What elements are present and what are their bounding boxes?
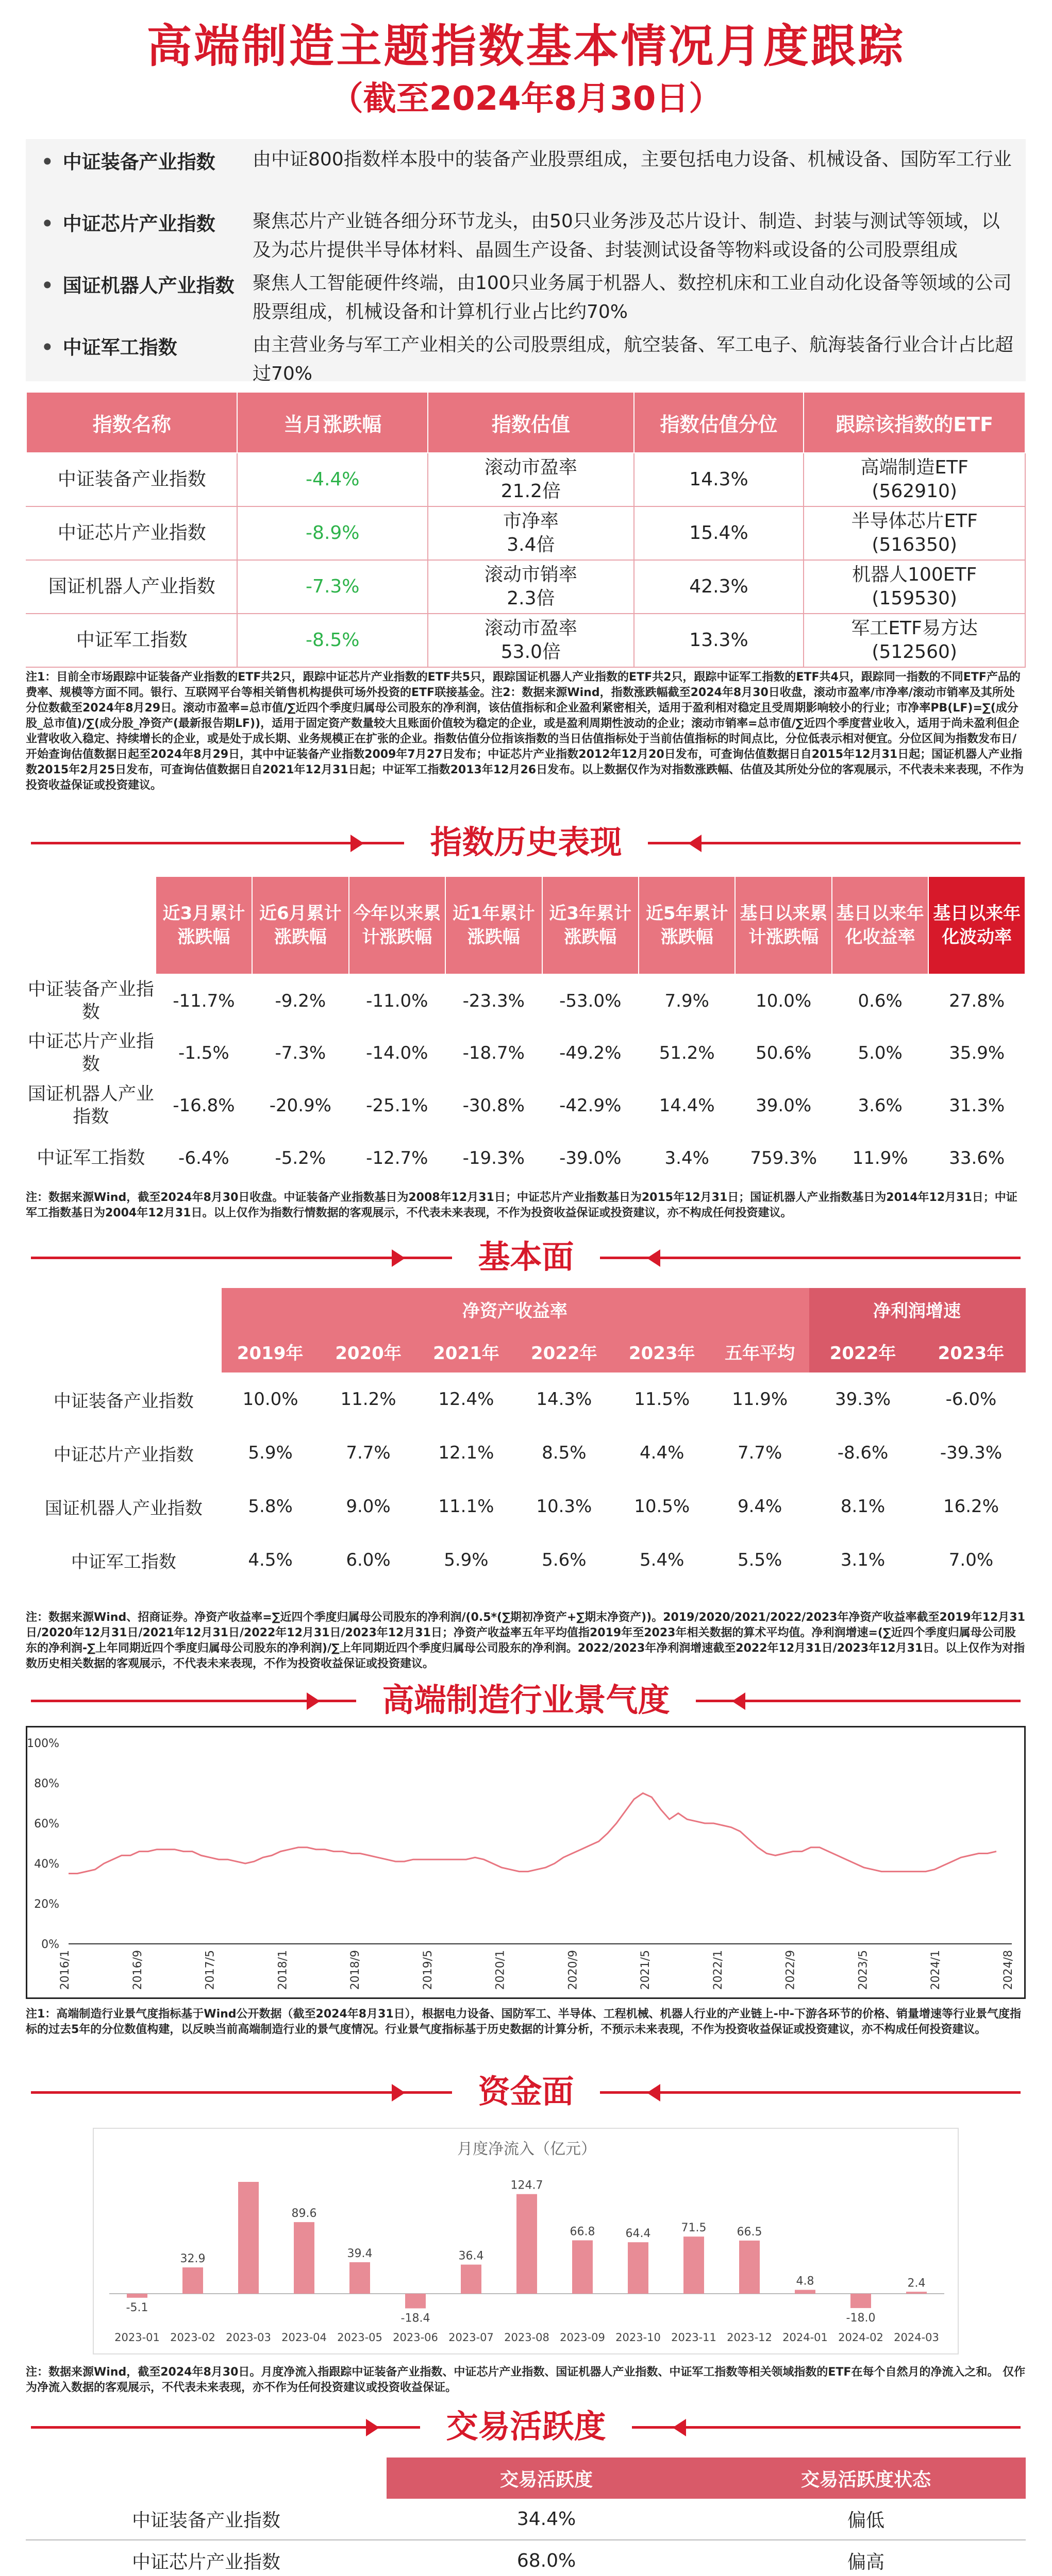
x-tick-label: 2024/8 — [1002, 1950, 1015, 1990]
triangle-right-icon — [392, 1249, 405, 1267]
x-tick-label: 2023-08 — [504, 2331, 549, 2344]
table-row — [26, 1480, 1025, 1533]
flow-bar — [850, 2294, 871, 2308]
monthly-change: -7.3% — [237, 560, 428, 614]
table-header-row — [26, 2458, 1026, 2499]
etf-code: (159530) — [872, 588, 957, 609]
intro-desc: 由中证800指数样本股中的装备产业股票组成，主要包括电力设备、机械设备、国防军工行业 — [253, 149, 1012, 170]
index-name: 中证装备产业指数 — [26, 453, 237, 506]
flow-bar — [405, 2294, 426, 2309]
table-cell: 12.1% — [438, 1443, 494, 1463]
table-cell: -39.3% — [940, 1443, 1003, 1463]
column-header: 2023年 — [613, 1330, 711, 1372]
bar-value-label: 89.6 — [291, 2207, 317, 2221]
table-cell: 9.0% — [346, 1496, 391, 1517]
table-cell: 4.5% — [248, 1550, 293, 1570]
etf-name: 半导体芯片ETF — [851, 511, 978, 532]
table-cell: 5.6% — [542, 1550, 587, 1570]
x-tick-label: 2023-10 — [615, 2331, 661, 2344]
table-cell: -11.0% — [366, 990, 428, 1011]
y-tick-label: 60% — [34, 1818, 59, 1831]
bar-value-label: 71.5 — [681, 2222, 707, 2235]
x-tick-label: 2023-09 — [560, 2331, 605, 2344]
table-cell: 5.4% — [640, 1550, 684, 1570]
prosperity-series-line — [69, 1793, 996, 1874]
section-title: 资金面 — [452, 2069, 599, 2115]
activity-table — [26, 2458, 1026, 2576]
table-cell: -39.0% — [559, 1148, 622, 1168]
y-tick-label: 100% — [27, 1737, 59, 1750]
table-cell: 3.1% — [840, 1550, 886, 1570]
x-tick-label: 2023-04 — [281, 2331, 327, 2344]
table-cell: 39.3% — [835, 1389, 891, 1410]
valuation-value: 53.0倍 — [500, 641, 561, 663]
table-header-row — [26, 876, 1025, 974]
y-tick-label: 0% — [41, 1938, 59, 1951]
table-header-row — [26, 1288, 1025, 1330]
flows-bar-chart — [94, 2129, 958, 2353]
history-footnote: 注：数据来源Wind，截至2024年8月30日收盘。中证装备产业指数基日为2008年12月31日；中证芯片产业指数基日为2015年12月31日；国证机器人产业指数基日为2014年12月31日；中证军工指数基日为2004年12月31日。以上仅作为指数行情数据的客观展示，不代表未来表现，不作为投资收益保证或投资建议，亦不构成任何投资建议。 — [26, 1191, 1017, 1219]
x-tick-label: 2023-01 — [114, 2331, 160, 2344]
table-cell: 12.4% — [438, 1389, 494, 1410]
x-tick-label: 2018/1 — [276, 1950, 290, 1990]
prosperity-chart — [26, 1726, 1026, 1999]
table-cell: 14.4% — [659, 1095, 715, 1116]
table-row — [26, 614, 1025, 667]
activity-value: 34.4% — [387, 2499, 706, 2540]
flow-bar — [516, 2194, 537, 2294]
table-cell: -18.7% — [462, 1043, 525, 1063]
intro-desc: 由主营业务与军工产业相关的公司股票组成，航空装备、军工电子、航海装备行业合计占比超过70% — [253, 334, 1014, 384]
table-cell: 3.6% — [858, 1095, 903, 1116]
page-subtitle: （截至2024年8月30日） — [330, 80, 722, 118]
bar-value-label: 39.4 — [347, 2247, 373, 2260]
table-cell: -12.7% — [366, 1148, 428, 1168]
intro-desc: 聚焦芯片产业链各细分环节龙头，由50只业务涉及芯片设计、制造、封装与测试等领域，以及为芯片提供半导体材料、晶圆生产设备、封装测试设备等物料或设备的公司股票组成 — [253, 211, 1000, 261]
column-header: 五年平均 — [711, 1330, 809, 1372]
table-cell: 39.0% — [756, 1095, 812, 1116]
index-name: 中证芯片产业指数 — [26, 506, 237, 560]
table-row — [26, 1426, 1025, 1480]
flow-bar — [294, 2222, 314, 2294]
table-cell: 11.9% — [852, 1148, 908, 1168]
triangle-left-icon — [688, 835, 702, 852]
table-cell: 5.9% — [444, 1550, 489, 1570]
table-row — [26, 506, 1025, 560]
triangle-left-icon — [647, 2084, 660, 2102]
column-header: 2020年 — [320, 1330, 418, 1372]
table-cell: -6.0% — [945, 1389, 997, 1410]
column-header: 2019年 — [222, 1330, 320, 1372]
table-cell: -53.0% — [559, 990, 622, 1011]
table-cell: 10.5% — [634, 1496, 690, 1517]
activity-status: 偏高 — [706, 2540, 1026, 2576]
bar-value-label: 32.9 — [180, 2252, 206, 2266]
valuation-value: 21.2倍 — [500, 481, 561, 502]
column-header: 基日以来年化波动率 — [928, 876, 1025, 974]
table-header-row — [26, 392, 1025, 453]
table-cell: 4.4% — [640, 1443, 684, 1463]
x-tick-label: 2024/1 — [929, 1950, 943, 1990]
flow-bar — [572, 2240, 593, 2294]
table-cell: 11.2% — [340, 1389, 396, 1410]
section-title: 交易活跃度 — [420, 2403, 631, 2450]
table-cell: 7.7% — [737, 1443, 782, 1463]
table-cell: 0.6% — [858, 990, 903, 1011]
table-row — [26, 453, 1025, 506]
fundamentals-footnote: 注：数据来源Wind、招商证券。净资产收益率=∑近四个季度归属母公司股东的净利润/(0.5*(∑期初净资产+∑期末净资产))。2019/2020/2021/2022/2023年净资产收益率截至2019年12月31日/2020年12月31日/2021年12月31日/2022年12月31日/2023年12月31日；净资产收益率五年平均值指2019年至2023年相关数据的算术平均值。净利润增速=(∑近四个季度归属母公司股东的净利润-∑上年同期近四个季度归属母公司股东的净利润)/∑上年同期近四个季度归属母公司股东的净利润。2022/2023年净利润增速截至2022年12月31日/2023年12月31日。以上仅作为对指数历史相关数据的客观展示，不代表未来表现，不作为投资收益保证或投资建议。 — [26, 1611, 1025, 1670]
table-cell: -8.6% — [837, 1443, 889, 1463]
flow-bar — [739, 2241, 760, 2294]
table-cell: 3.4% — [664, 1148, 709, 1168]
triangle-left-icon — [673, 2419, 686, 2436]
x-tick-label: 2022/9 — [784, 1950, 797, 1990]
valuation-percentile: 14.3% — [634, 453, 804, 506]
x-tick-label: 2024-01 — [782, 2331, 828, 2344]
etf-code: (512560) — [872, 641, 957, 663]
table-cell: -6.4% — [178, 1148, 229, 1168]
table-row — [26, 974, 1025, 1027]
etf-name: 军工ETF易方达 — [851, 618, 978, 639]
table-cell: 35.9% — [949, 1043, 1005, 1063]
table-cell: 11.1% — [438, 1496, 494, 1517]
column-header: 2022年 — [515, 1330, 613, 1372]
intro-name: 国证机器人产业指数 — [62, 275, 235, 297]
column-header: 指数估值分位 — [634, 392, 804, 453]
index-name: 国证机器人产业指数 — [44, 1498, 203, 1519]
section-fundamentals — [0, 1234, 1052, 1280]
valuation-metric: 滚动市盈率 — [484, 457, 577, 478]
table-row — [26, 1132, 1025, 1184]
flow-bar — [349, 2262, 370, 2294]
table-cell: 10.3% — [536, 1496, 592, 1517]
table-row — [26, 1372, 1025, 1426]
column-header: 指数名称 — [26, 392, 237, 453]
valuation-table — [26, 392, 1026, 668]
intro-name: 中证军工指数 — [62, 336, 177, 359]
table-cell: 10.0% — [242, 1389, 298, 1410]
x-tick-label: 2016/1 — [59, 1950, 72, 1990]
flow-bar — [127, 2294, 147, 2298]
x-tick-label: 2023-05 — [337, 2331, 382, 2344]
monthly-change: -8.5% — [237, 614, 428, 667]
bar-value-label: 124.7 — [510, 2179, 543, 2192]
index-name: 中证装备产业指数 — [53, 1391, 194, 1412]
triangle-left-icon — [647, 1249, 660, 1267]
column-header: 跟踪该指数的ETF — [804, 392, 1025, 453]
valuation-percentile: 42.3% — [634, 560, 804, 614]
bar-value-label: 2.4 — [907, 2277, 926, 2290]
bar-value-label: -5.1 — [126, 2301, 148, 2314]
table-cell: 50.6% — [756, 1043, 812, 1063]
column-header: 交易活跃度状态 — [706, 2458, 1026, 2499]
x-tick-label: 2024-02 — [838, 2331, 883, 2344]
group-header-profit-growth: 净利润增速 — [809, 1288, 1025, 1330]
x-tick-label: 2024-03 — [894, 2331, 939, 2344]
table-row — [26, 560, 1025, 614]
triangle-left-icon — [732, 1692, 745, 1710]
x-tick-label: 2023/5 — [857, 1950, 870, 1990]
table-row — [26, 1079, 1025, 1132]
table-cell: -14.0% — [366, 1043, 428, 1063]
column-header: 基日以来年化收益率 — [832, 876, 928, 974]
table-cell: 11.5% — [634, 1389, 690, 1410]
column-header: 近3年累计涨跌幅 — [542, 876, 639, 974]
index-name: 中证军工指数 — [26, 614, 237, 667]
x-tick-label: 2020/1 — [494, 1950, 507, 1990]
table-cell: -16.8% — [173, 1095, 235, 1116]
index-name: 中证军工指数 — [71, 1551, 176, 1572]
x-tick-label: 2019/5 — [421, 1950, 435, 1990]
table-cell: 7.0% — [948, 1550, 994, 1570]
table-cell: -19.3% — [462, 1148, 525, 1168]
intro-desc: 聚焦人工智能硬件终端，由100只业务属于机器人、数控机床和工业自动化设备等领域的公司股票组成，机械设备和计算机行业占比约70% — [253, 273, 1012, 323]
bar-value-label: -18.0 — [846, 2311, 876, 2325]
table-cell: 5.5% — [737, 1550, 782, 1570]
table-cell: 5.0% — [858, 1043, 903, 1063]
monthly-change: -4.4% — [237, 453, 428, 506]
x-tick-label: 2023-03 — [226, 2331, 271, 2344]
table-cell: 8.5% — [542, 1443, 587, 1463]
table-cell: 759.3% — [750, 1148, 817, 1168]
x-tick-label: 2023-12 — [727, 2331, 772, 2344]
table-cell: 31.3% — [949, 1095, 1005, 1116]
table-cell: 33.6% — [949, 1148, 1005, 1168]
table-cell: -1.5% — [178, 1043, 229, 1063]
section-title: 基本面 — [452, 1234, 599, 1280]
column-header: 近5年累计涨跌幅 — [639, 876, 735, 974]
intro-name: 中证装备产业指数 — [62, 151, 215, 173]
valuation-percentile: 13.3% — [634, 614, 804, 667]
index-name: 中证芯片产业指数 — [27, 1031, 154, 1075]
table-row — [26, 1027, 1025, 1079]
index-name: 中证军工指数 — [37, 1148, 145, 1168]
table-cell: -42.9% — [559, 1095, 622, 1116]
table-cell: -7.3% — [275, 1043, 326, 1063]
x-tick-label: 2023-11 — [671, 2331, 716, 2344]
bar-value-label: 66.5 — [737, 2225, 762, 2239]
valuation-value: 3.4倍 — [507, 534, 555, 555]
table-cell: -23.3% — [462, 990, 525, 1011]
flows-footnote: 注：数据来源Wind，截至2024年8月30日。月度净流入指跟踪中证装备产业指数、中证芯片产业指数、国证机器人产业指数、中证军工指数等相关领域指数的ETF在每个自然月的净流入之和。 仅作为净流入数据的客观展示，不代表未来表现，亦不作为任何投资建议或投资收益保证。 — [26, 2366, 1026, 2394]
index-name: 中证芯片产业指数 — [53, 1444, 194, 1465]
table-cell: -11.7% — [173, 990, 235, 1011]
flow-bar — [906, 2292, 927, 2294]
page-title: 高端制造主题指数基本情况月度跟踪 — [146, 20, 906, 73]
index-name: 国证机器人产业指数 — [27, 1084, 154, 1127]
section-flows — [0, 2069, 1052, 2115]
x-tick-label: 2023-06 — [393, 2331, 438, 2344]
prosperity-footnote: 注1：高端制造行业景气度指标基于Wind公开数据（截至2024年8月31日），根据电力设备、国防军工、半导体、工程机械、机器人行业的产业链上-中-下游各环节的价格、销量增速等行业景气度指标的过去5年的分位数值构建，以反映当前高端制造行业的景气度情况。行业景气度指标基于历史数据的计算分析，不预示未来表现，不作为投资收益保证或投资建议，亦不构成任何投资建议。 — [26, 2008, 1021, 2036]
x-tick-label: 2023-02 — [170, 2331, 215, 2344]
x-tick-label: 2018/9 — [349, 1950, 362, 1990]
y-tick-label: 20% — [34, 1898, 59, 1911]
valuation-metric: 滚动市销率 — [484, 564, 577, 585]
etf-name: 机器人100ETF — [852, 564, 977, 585]
column-header: 当月涨跌幅 — [237, 392, 428, 453]
table-cell: -9.2% — [275, 990, 326, 1011]
bar-value-label: -18.4 — [400, 2312, 430, 2325]
triangle-right-icon — [392, 2084, 405, 2102]
column-header: 近3月累计涨跌幅 — [156, 876, 252, 974]
etf-name: 高端制造ETF — [860, 457, 968, 478]
x-tick-label: 2017/5 — [204, 1950, 217, 1990]
bar-value-label: 4.8 — [796, 2275, 814, 2288]
x-tick-label: 2023-07 — [448, 2331, 494, 2344]
table-cell: -30.8% — [462, 1095, 525, 1116]
prosperity-line-chart — [27, 1727, 1024, 1997]
index-name: 中证芯片产业指数 — [26, 2540, 387, 2576]
bar-value-label: 66.8 — [570, 2225, 595, 2239]
flow-bar — [795, 2290, 815, 2294]
column-header: 今年以来累计涨跌幅 — [349, 876, 445, 974]
section-title: 指数历史表现 — [404, 819, 647, 866]
index-name: 中证装备产业指数 — [27, 979, 154, 1023]
table-cell: -5.2% — [275, 1148, 326, 1168]
section-prosperity — [0, 1677, 1052, 1723]
column-header: 2021年 — [417, 1330, 515, 1372]
column-header: 2023年 — [917, 1330, 1025, 1372]
bar-value-label: 36.4 — [458, 2249, 484, 2263]
table-cell: -25.1% — [366, 1095, 428, 1116]
table-cell: 8.1% — [840, 1496, 886, 1517]
table-cell: 11.9% — [732, 1389, 788, 1410]
section-history — [0, 819, 1052, 866]
table-cell: -20.9% — [269, 1095, 331, 1116]
valuation-metric: 滚动市盈率 — [484, 618, 577, 639]
table-cell: 7.9% — [664, 990, 709, 1011]
history-table — [26, 876, 1026, 1184]
column-header: 指数估值 — [428, 392, 634, 453]
flow-bar — [238, 2182, 259, 2294]
table-cell: 6.0% — [346, 1550, 391, 1570]
x-tick-label: 2022/1 — [711, 1950, 725, 1990]
triangle-right-icon — [307, 1692, 320, 1710]
table-cell: 27.8% — [949, 990, 1005, 1011]
activity-status: 偏低 — [706, 2499, 1026, 2540]
triangle-right-icon — [366, 2419, 379, 2436]
column-header: 2022年 — [809, 1330, 917, 1372]
section-title: 高端制造行业景气度 — [356, 1677, 695, 1723]
table-cell: 14.3% — [536, 1389, 592, 1410]
table-row — [26, 2499, 1026, 2540]
table-cell: 9.4% — [737, 1496, 782, 1517]
table-cell: 7.7% — [346, 1443, 391, 1463]
y-tick-label: 80% — [34, 1777, 59, 1790]
table-cell: -49.2% — [559, 1043, 622, 1063]
flow-bar — [461, 2265, 481, 2294]
intro-name: 中证芯片产业指数 — [62, 213, 215, 235]
activity-value: 68.0% — [387, 2540, 706, 2576]
table-row — [26, 1533, 1025, 1587]
index-intro-box: • 中证装备产业指数 由中证800指数样本股中的装备产业股票组成，主要包括电力设备、机械设备、国防军工行业 • 中证芯片产业指数 聚焦芯片产业链各细分环节龙头，由50只业务涉及芯片设计、制造、封装与测试等领域，以及为芯片提供半导体材料、晶圆生产设备、封装测试设备等物料或设备的公司股票组成 • 国证机器人产业指数 聚焦人工智能硬件终端，由100只业务属于机器人、数控机床和工业自动化设备等领域的公司股票组成，机械设备和计算机行业占比约70% • 中证军工指数 由主营业务与军工产业相关的公司股票组成，航空装备、军工电子、航海装备行业合计占比超过70% — [26, 139, 1026, 381]
monthly-change: -8.9% — [237, 506, 428, 560]
chart-title: 月度净流入（亿元） — [457, 2140, 596, 2158]
valuation-footnote: 注1：目前全市场跟踪中证装备产业指数的ETF共2只，跟踪中证芯片产业指数的ETF共5只，跟踪国证机器人产业指数的ETF共2只，跟踪中证军工指数的ETF共4只，跟踪同一指数的不同ETF产品的费率、规模等方面不同。银行、互联网平台等相关销售机构提供可场外投资的ETF联接基金。注2：数据来源Wind，指数涨跌幅截至2024年8月30日收盘，滚动市盈率/市净率/滚动市销率及其所处分位数截至2024年8月29日。滚动市盈率=总市值/∑近四个季度归属母公司股东的净利润，该估值指标和企业盈利紧密相关，适用于盈利相对稳定且受周期影响较小的行业；市净率PB(LF)=∑(成分股_总市值)/∑(成分股_净资产(最新报告期LF))，适用于固定资产数量较大且账面价值较为稳定的企业，或是盈利周期性波动的企业；滚动市销率=总市值/∑近四个季度营业收入，适用于尚未盈利但企业营收收入稳定、持续增长的企业，或是处于成长期、业务规模正在扩张的企业。指数估值分位指该指数的当日估值指标处于当前估值指标的时间点比，分位低表示相对便宜。分位区间为指数发布日/开始查询估值数据日起至2024年8月29日，其中中证装备产业指数2009年7月27日发布；中证芯片产业指数2012年12月20日发布，可查询估值数据日自2015年12月31日起；国证机器人产业指数2015年2月25日发布，可查询估值数据日自2021年12月31日起；中证军工指数2013年12月26日发布。以上数据仅作为对指数涨跌幅、估值及其所处分位的客观展示，不代表未来表现，不作为投资收益保证或投资建议。 — [26, 671, 1024, 792]
x-tick-label: 2016/9 — [131, 1950, 144, 1990]
table-cell: 10.0% — [756, 990, 812, 1011]
column-header: 交易活跃度 — [387, 2458, 706, 2499]
flow-bar — [182, 2267, 203, 2294]
etf-code: (516350) — [872, 534, 957, 555]
valuation-metric: 市净率 — [503, 511, 559, 532]
index-name: 中证装备产业指数 — [26, 2499, 387, 2540]
valuation-value: 2.3倍 — [507, 588, 555, 609]
etf-code: (562910) — [872, 481, 957, 502]
fundamentals-table — [26, 1288, 1026, 1587]
flow-bar — [683, 2236, 704, 2294]
x-tick-label: 2021/5 — [639, 1950, 653, 1990]
x-tick-label: 2020/9 — [566, 1950, 580, 1990]
flow-bar — [628, 2242, 648, 2294]
table-cell: 5.8% — [248, 1496, 293, 1517]
table-cell: 16.2% — [943, 1496, 999, 1517]
table-cell: 51.2% — [659, 1043, 715, 1063]
section-activity — [0, 2403, 1052, 2450]
y-tick-label: 40% — [34, 1858, 59, 1871]
table-row — [26, 2540, 1026, 2576]
triangle-right-icon — [350, 835, 364, 852]
group-header-roe: 净资产收益率 — [222, 1288, 809, 1330]
table-cell: 5.9% — [248, 1443, 293, 1463]
index-name: 国证机器人产业指数 — [26, 560, 237, 614]
bar-value-label: 64.4 — [625, 2227, 651, 2241]
table-header-row — [26, 1330, 1025, 1372]
column-header: 近6月累计涨跌幅 — [252, 876, 348, 974]
flows-chart — [93, 2128, 959, 2354]
column-header: 近1年累计涨跌幅 — [445, 876, 542, 974]
column-header: 基日以来累计涨跌幅 — [735, 876, 831, 974]
valuation-percentile: 15.4% — [634, 506, 804, 560]
